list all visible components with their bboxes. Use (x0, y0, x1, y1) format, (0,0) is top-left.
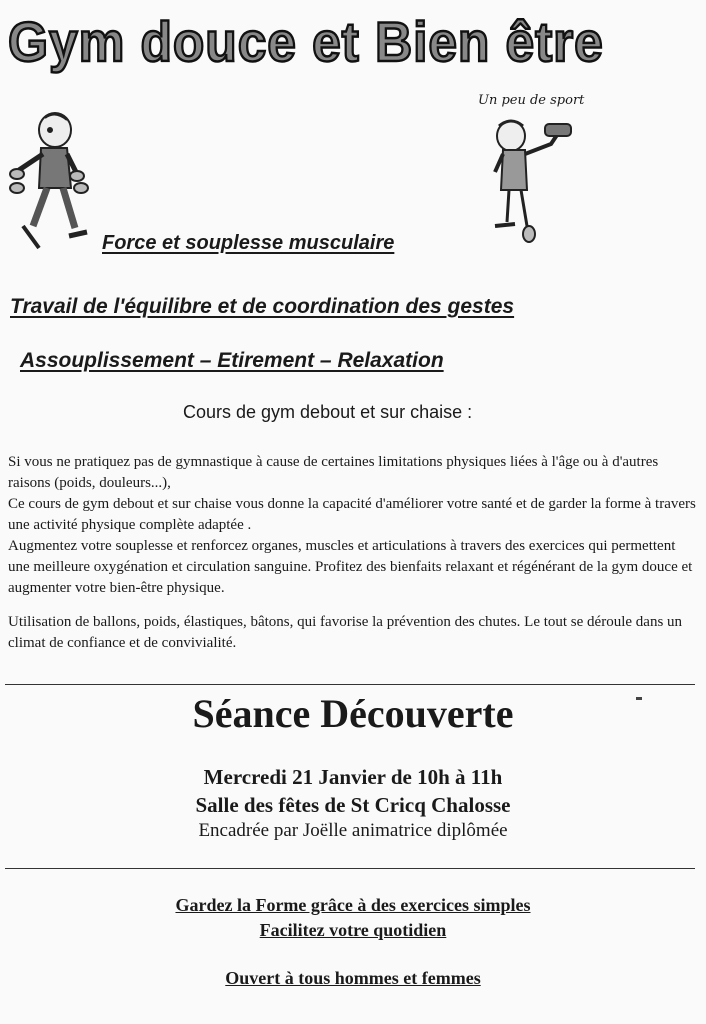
subheading-force: Force et souplesse musculaire (102, 232, 395, 254)
paragraph-intro: Si vous ne pratiquez pas de gymnastique à cause de certaines limitations physiques liées à l'âge ou à d'autres raisons (poids, douleurs...), (8, 454, 659, 491)
paragraph-capacite: Ce cours de gym debout et sur chaise vous donne la capacité d'améliorer votre santé et de garder la forme à travers une activité physique complète adaptée . (8, 496, 696, 533)
footer-line-ouvert: Ouvert à tous hommes et femmes (225, 968, 481, 988)
woman-exercising-illustration (485, 110, 580, 250)
paragraph-souplesse: Augmentez votre souplesse et renforcez organes, muscles et articulations à travers des exercices qui permettent une meilleure oxygénation et circulation sanguine. Profitez des bienfaits relaxant et régénérant de la gym douce et augmenter votre bien-être physique. (8, 538, 693, 596)
man-with-dumbbells-illustration (5, 108, 97, 256)
event-heading: Séance Découverte (192, 691, 514, 736)
footer-line-forme: Gardez la Forme grâce à des exercices simples (175, 895, 531, 915)
caption-sport: Un peu de sport (478, 93, 585, 108)
footer-line-quotidien: Facilitez votre quotidien (259, 920, 447, 940)
subheading-equilibre: Travail de l'équilibre et de coordination des gestes (10, 295, 515, 318)
divider-top (5, 684, 695, 685)
course-heading: Cours de gym debout et sur chaise : (183, 402, 473, 422)
paragraph-materiel: Utilisation de ballons, poids, élastiques, bâtons, qui favorise la prévention des chutes. Le tout se déroule dans un climat de confiance et de convivialité. (8, 614, 683, 651)
divider-bottom (5, 868, 695, 869)
event-instructor: Encadrée par Joëlle animatrice diplômée (198, 820, 508, 841)
event-place: Salle des fêtes de St Cricq Chalosse (195, 793, 511, 817)
flyer-title: Gym douce et Bien être (8, 10, 604, 73)
description-block (8, 452, 698, 599)
subheading-assouplissement: Assouplissement – Etirement – Relaxation (20, 349, 444, 372)
event-date: Mercredi 21 Janvier de 10h à 11h (203, 765, 503, 789)
